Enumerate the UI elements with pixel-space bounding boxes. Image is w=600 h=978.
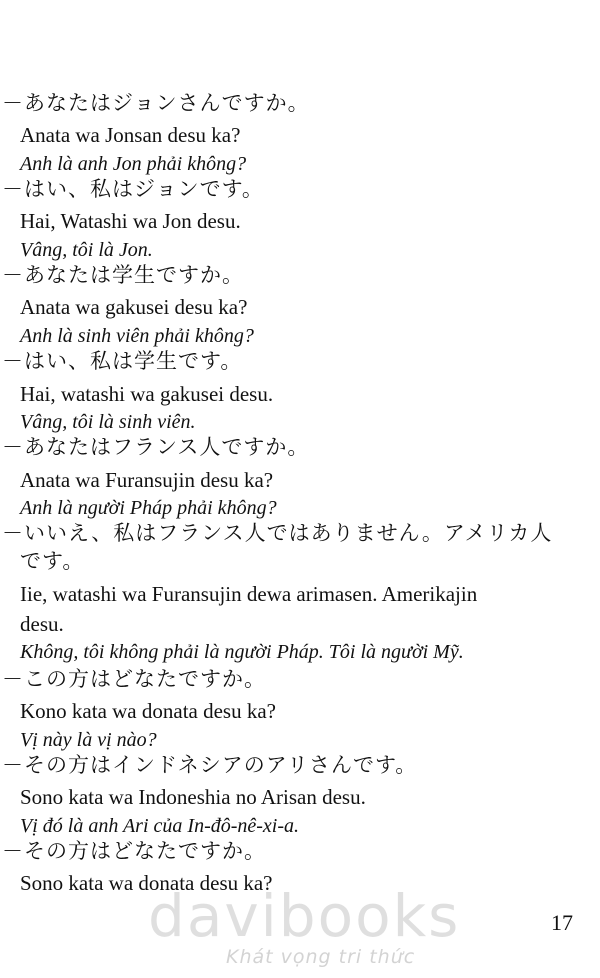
dialogue-line-romaji: Hai, Watashi wa Jon desu. [20,209,241,233]
dialogue-line-vietnamese: Không, tôi không phải là người Pháp. Tôi là người Mỹ. [20,641,464,663]
dialogue-line-vietnamese: Anh là người Pháp phải không? [20,497,277,519]
dialogue-line-japanese: －この方はどなたですか。 [2,667,266,691]
dialogue-line-vietnamese: Vâng, tôi là sinh viên. [20,411,196,433]
dialogue-line-japanese: －はい、私は学生です。 [2,349,243,373]
dialogue-line-romaji: Anata wa gakusei desu ka? [20,295,248,319]
dialogue-line-romaji-continued: desu. [20,612,64,636]
dialogue-line-romaji: Anata wa Jonsan desu ka? [20,123,241,147]
dialogue-line-japanese: －その方はどなたですか。 [2,839,266,863]
dialogue-line-vietnamese: Anh là sinh viên phải không? [20,325,254,347]
dialogue-line-japanese: －はい、私はジョンです。 [2,177,264,201]
dialogue-line-japanese: －あなたはジョンさんですか。 [2,91,310,115]
dialogue-line-romaji: Hai, watashi wa gakusei desu. [20,382,274,406]
dialogue-line-romaji: Sono kata wa Indoneshia no Arisan desu. [20,785,366,809]
dialogue-line-romaji: Sono kata wa donata desu ka? [20,871,273,895]
watermark-tagline: Khát vọng tri thức [226,946,416,968]
dialogue-line-romaji: Kono kata wa donata desu ka? [20,699,276,723]
dialogue-line-vietnamese: Vị này là vị nào? [20,729,157,751]
dialogue-line-romaji: Iie, watashi wa Furansujin dewa arimasen. Amerikajin [20,582,478,606]
dialogue-line-japanese-continued: です。 [20,549,85,573]
dialogue-line-vietnamese: Anh là anh Jon phải không? [20,153,247,175]
dialogue-line-japanese: －いいえ、私はフランス人ではありません。アメリカ人 [2,521,553,545]
dialogue-line-romaji: Anata wa Furansujin desu ka? [20,468,274,492]
watermark-brand: davibooks [148,882,461,950]
page-number: 17 [551,910,573,935]
dialogue-line-vietnamese: Vâng, tôi là Jon. [20,239,153,261]
dialogue-line-vietnamese: Vị đó là anh Ari của In-đô-nê-xi-a. [20,815,300,837]
dialogue-line-japanese: －あなたはフランス人ですか。 [2,435,310,459]
dialogue-line-japanese: －あなたは学生ですか。 [2,263,244,287]
dialogue-line-japanese: －その方はインドネシアのアリさんです。 [2,753,418,777]
